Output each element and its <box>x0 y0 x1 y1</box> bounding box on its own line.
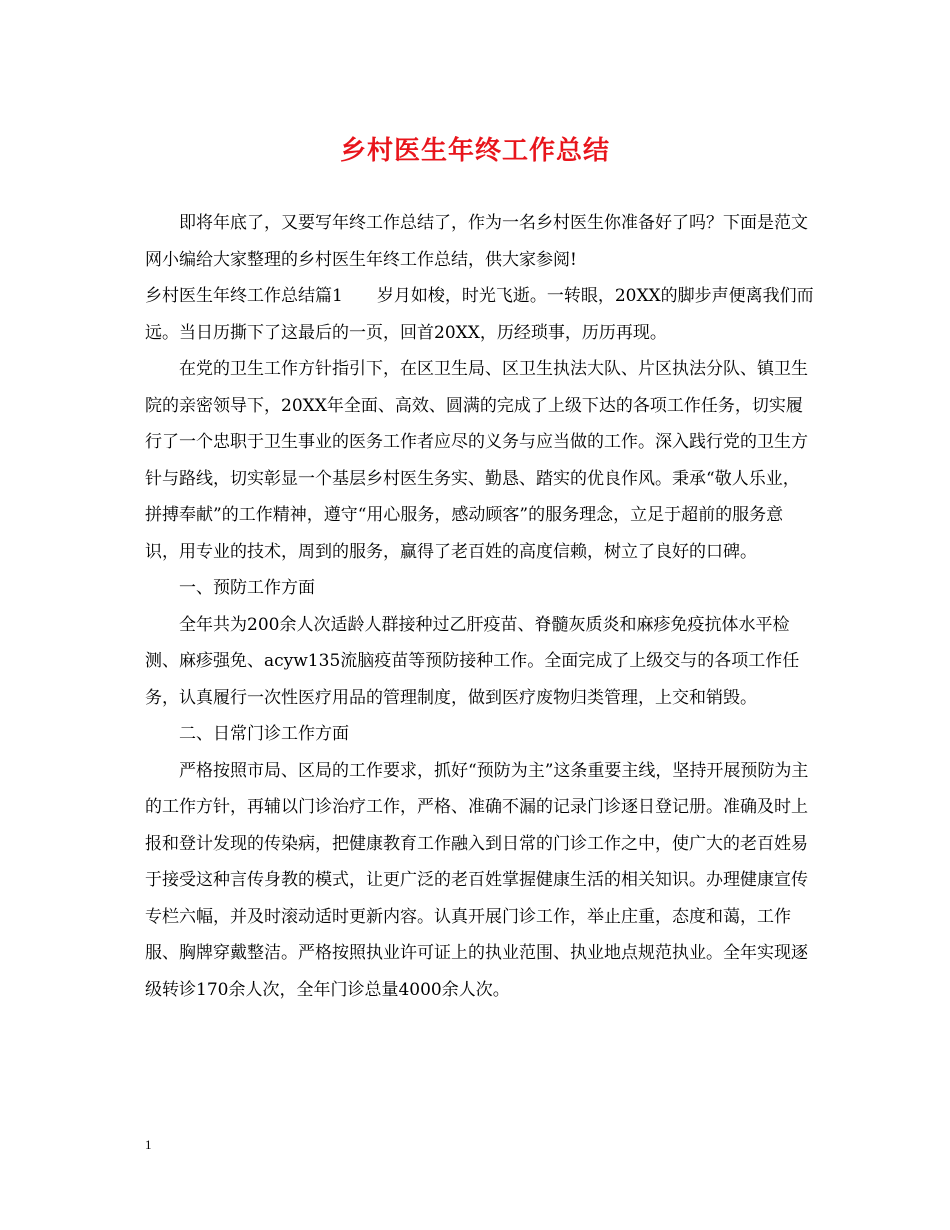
paragraph-chapter-start: 乡村医生年终工作总结篇1 岁月如梭，时光飞逝。一转眼，20XX的脚步声便离我们而远。当日历撕下了这最后的一页，回首20XX，历经琐事，历历再现。 <box>145 286 814 343</box>
paragraph-summary: 在党的卫生工作方针指引下，在区卫生局、区卫生执法大队、片区执法分队、镇卫生院的亲密领导下，20XX年全面、高效、圆满的完成了上级下达的各项工作任务，切实履行了一个忠职于卫生事业的医务工作者应尽的义务与应当做的工作。深入践行党的卫生方针与路线，切实彰显一个基层乡村医生务实、勤恳、踏实的优良作风。秉承“敬人乐业，拼搏奉献”的工作精神，遵守“用心服务，感动顾客”的服务理念，立足于超前的服务意识，用专业的技术，周到的服务，赢得了老百姓的高度信赖，树立了良好的口碑。 <box>145 359 808 562</box>
document-title: 乡村医生年终工作总结 <box>339 136 610 166</box>
document-body <box>145 205 815 1008</box>
paragraph-outpatient: 严格按照市局、区局的工作要求，抓好“预防为主”这条重要主线，坚持开展预防为主的工作方针，再辅以门诊治疗工作，严格、准确不漏的记录门诊逐日登记册。准确及时上报和登计发现的传染病，把健康教育工作融入到日常的门诊工作之中，使广大的老百姓易于接受这种言传身教的模式，让更广泛的老百姓掌握健康生活的相关知识。办理健康宣传专栏六幅，并及时滚动适时更新内容。认真开展门诊工作，举止庄重，态度和蔼，工作服、胸牌穿戴整洁。严格按照执业许可证上的执业范围、执业地点规范执业。全年实现逐级转诊170余人次，全年门诊总量4000余人次。 <box>145 760 809 1000</box>
section-heading-prevention: 一、预防工作方面 <box>179 578 315 598</box>
paragraph-intro: 即将年底了，又要写年终工作总结了，作为一名乡村医生你准备好了吗？下面是范文网小编给大家整理的乡村医生年终工作总结，供大家参阅! <box>145 213 808 270</box>
section-heading-outpatient: 二、日常门诊工作方面 <box>179 724 349 744</box>
paragraph-prevention: 全年共为200余人次适龄人群接种过乙肝疫苗、脊髓灰质炎和麻疹免疫抗体水平检测、麻疹强免、acyw135流脑疫苗等预防接种工作。全面完成了上级交与的各项工作任务，认真履行一次性医疗用品的管理制度，做到医疗废物归类管理，上交和销毁。 <box>145 614 800 708</box>
page-number: 1 <box>145 1137 152 1152</box>
